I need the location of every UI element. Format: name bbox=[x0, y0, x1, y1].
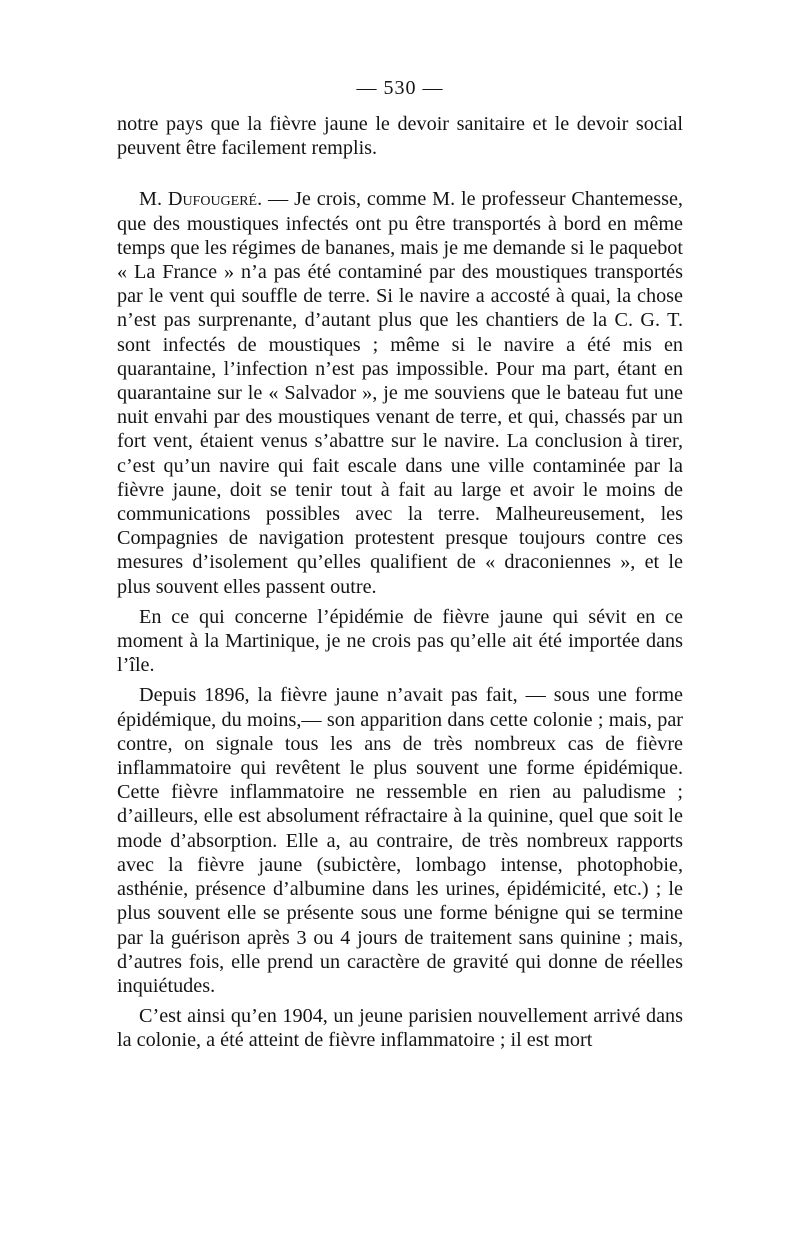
paragraph-text: — Je crois, comme M. le professeur Chantemesse, que des moustiques infectés ont pu être transportés à bord en même temps que les régimes de bananes, mais je me demande si le paquebot « La France » n’a pas été contaminé par des moustiques transportés par le vent qui souffle de terre. Si le navire a accosté à quai, la chose n’est pas surprenante, d’autant plus que les chantiers de la C. G. T. sont infectés de moustiques ; même si le navire a été mis en quarantaine, l’infection n’est pas impossible. Pour ma part, étant en quarantaine sur le « Salvador », je me souviens que le bateau fut une nuit envahi par des moustiques venant de terre, et qui, chassés par un fort vent, étaient venus s’abattre sur le navire. La conclusion à tirer, c’est qu’un navire qui fait escale dans une ville contaminée par la fièvre jaune, doit se tenir tout à fait au large et avoir le moins de communications possibles avec la terre. Malheureusement, les Compagnies de navigation protestent presque toujours contre ces mesures d’isolement qu’elles qualifient de « draconiennes », et le plus souvent elles passent outre. bbox=[117, 188, 683, 598]
paragraph-martinique-epidemic: En ce qui concerne l’épidémie de fièvre jaune qui sévit en ce moment à la Martinique, je ne crois pas qu’elle ait été importée dans l’île. bbox=[117, 605, 683, 677]
paragraph-continuation: notre pays que la fièvre jaune le devoir sanitaire et le devoir social peuvent être facilement remplis. bbox=[117, 113, 683, 160]
paragraph-inflammatory-fever: Depuis 1896, la fièvre jaune n’avait pas fait, — sous une forme épidémique, du moins,— son apparition dans cette colonie ; mais, par contre, on signale tous les ans de très nombreux cas de fièvre inflammatoire qui revêtent le plus souvent une forme épidémique. Cette fièvre inflammatoire ne ressemble en rien au paludisme ; d’ailleurs, elle est absolument réfractaire à la quinine, quel que soit le mode d’absorption. Elle a, au contraire, de très nombreux rapports avec la fièvre jaune (subictère, lombago intense, photophobie, asthénie, présence d’albumine dans les urines, épidémicité, etc.) ; le plus souvent elle se présente sous une forme bénigne qui se termine par la guérison après 3 ou 4 jours de traitement sans quinine ; mais, d’autres fois, elle prend un caractère de gravité qui donne de réelles inquiétudes. bbox=[117, 684, 683, 997]
paragraph-1904-case: C’est ainsi qu’en 1904, un jeune parisien nouvellement arrivé dans la colonie, a été atteint de fièvre inflammatoire ; il est mort bbox=[117, 1005, 683, 1052]
speaker-name: M. Dufougeré. bbox=[139, 188, 263, 211]
book-page bbox=[117, 70, 683, 1053]
paragraph-dufougere bbox=[117, 187, 683, 598]
page-number: — 530 — bbox=[356, 77, 444, 99]
